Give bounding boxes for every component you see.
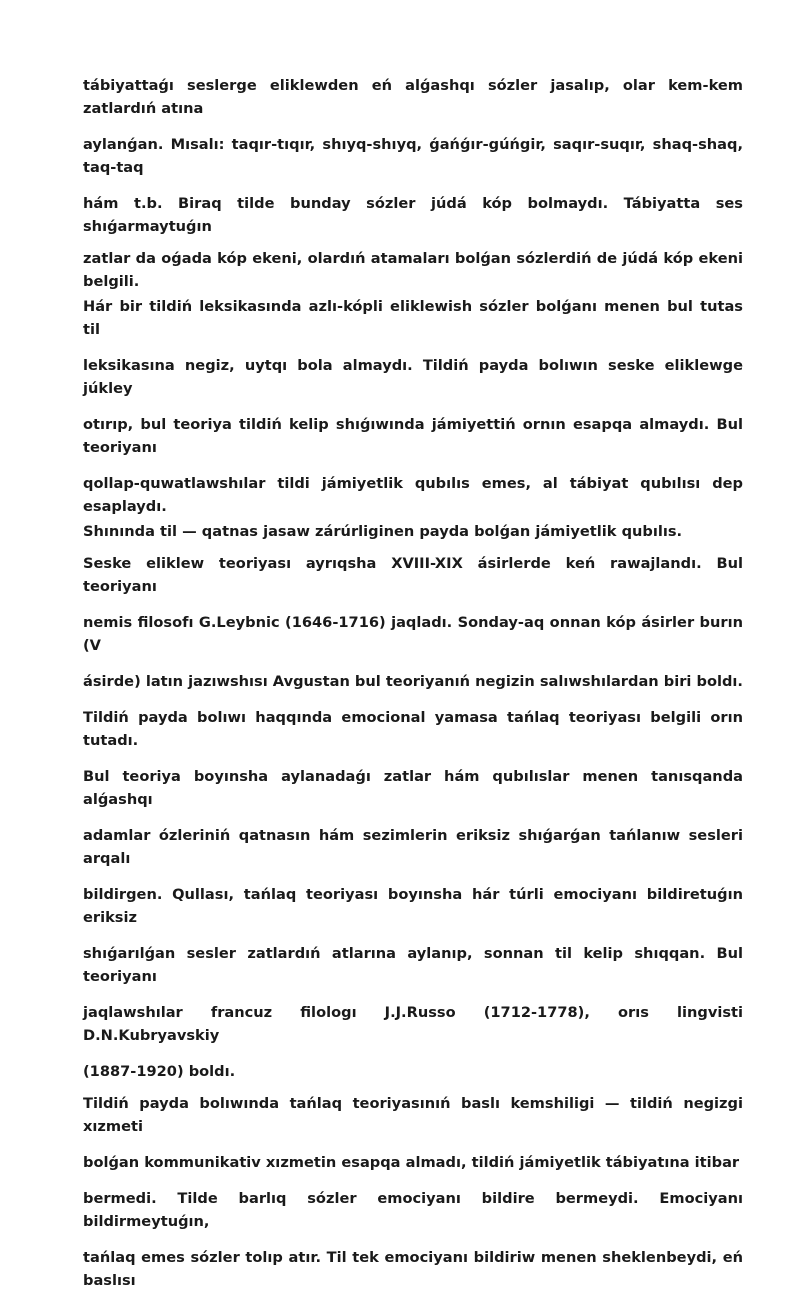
text-line: Tildiń payda bolıwı haqqında emocional yamasa tańlaq teoriyası belgili orın tutadı.: [83, 709, 743, 749]
text-line: (1887-1920) boldı.: [83, 1063, 236, 1080]
text-line: hám t.b. Biraq tilde bunday sózler júdá kóp bolmaydı. Tábiyatta ses shıǵarmaytuǵın: [83, 195, 743, 235]
text-line: tábiyattaǵı seslerge eliklewden eń alǵashqı sózler jasalıp, olar kem-kem zatlardıń atına: [83, 77, 743, 117]
text-line: zatlar da oǵada kóp ekeni, olardıń atamaları bolǵan sózlerdiń de júdá kóp ekeni belgili.: [83, 250, 743, 290]
text-line: otırıp, bul teoriya tildiń kelip shıǵıwında jámiyettiń ornın esapqa almaydı. Bul teoriyanı: [83, 416, 743, 456]
document-body: [83, 74, 743, 1292]
text-line: jaqlawshılar francuz filologı J.J.Russo (1712-1778), orıs lingvisti D.N.Kubryavskiy: [83, 1004, 743, 1044]
text-line: Seske eliklew teoriyası ayrıqsha XVIII-XIX ásirlerde keń rawajlandı. Bul teoriyanı: [83, 555, 743, 595]
text-line: leksikasına negiz, uytqı bola almaydı. Tildiń payda bolıwın seske eliklewge júkley: [83, 357, 743, 397]
text-line: bildirgen. Qullası, tańlaq teoriyası boyınsha hár túrli emociyanı bildiretuǵın eriksiz: [83, 886, 743, 926]
text-line: Bul teoriya boyınsha aylanadaǵı zatlar hám qubılıslar menen tanısqanda alǵashqı: [83, 768, 743, 808]
text-line: nemis filosofı G.Leybnic (1646-1716) jaqladı. Sonday-aq onnan kóp ásirler burın (V: [83, 614, 743, 654]
text-line: ásirde) latın jazıwshısı Avgustan bul teoriyanıń negizin salıwshılardan biri boldı.: [83, 673, 743, 690]
text-line: adamlar ózleriniń qatnasın hám sezimlerin eriksiz shıǵarǵan tańlanıw sesleri arqalı: [83, 827, 743, 867]
text-line: Shınında til — qatnas jasaw zárúrliginen payda bolǵan jámiyetlik qubılıs.: [83, 523, 683, 540]
text-line: Tildiń payda bolıwında tańlaq teoriyasınıń baslı kemshiligi — tildiń negizgi xızmeti: [83, 1095, 743, 1135]
text-line: tańlaq emes sózler tolıp atır. Til tek emociyanı bildiriw menen sheklenbeydi, eń baslısı: [83, 1249, 743, 1289]
text-line: shıǵarılǵan sesler zatlardıń atlarına aylanıp, sonnan til kelip shıqqan. Bul teoriyanı: [83, 945, 743, 985]
text-line: aylanǵan. Mısalı: taqır-tıqır, shıyq-shıyq, ǵańǵır-gúńgir, saqır-suqır, shaq-shaq, taq-taq: [83, 136, 743, 176]
text-line: qollap-quwatlawshılar tildi jámiyetlik qubılıs emes, al tábiyat qubılısı dep esaplaydı.: [83, 475, 743, 515]
text-line: bolǵan kommunikativ xızmetin esapqa almadı, tildiń jámiyetlik tábiyatına itibar: [83, 1154, 740, 1171]
text-line: bermedi. Tilde barlıq sózler emociyanı bildire bermeydi. Emociyanı bildirmeytuǵın,: [83, 1190, 743, 1230]
text-line: Hár bir tildiń leksikasında azlı-kópli eliklewish sózler bolǵanı menen bul tutas til: [83, 298, 743, 338]
